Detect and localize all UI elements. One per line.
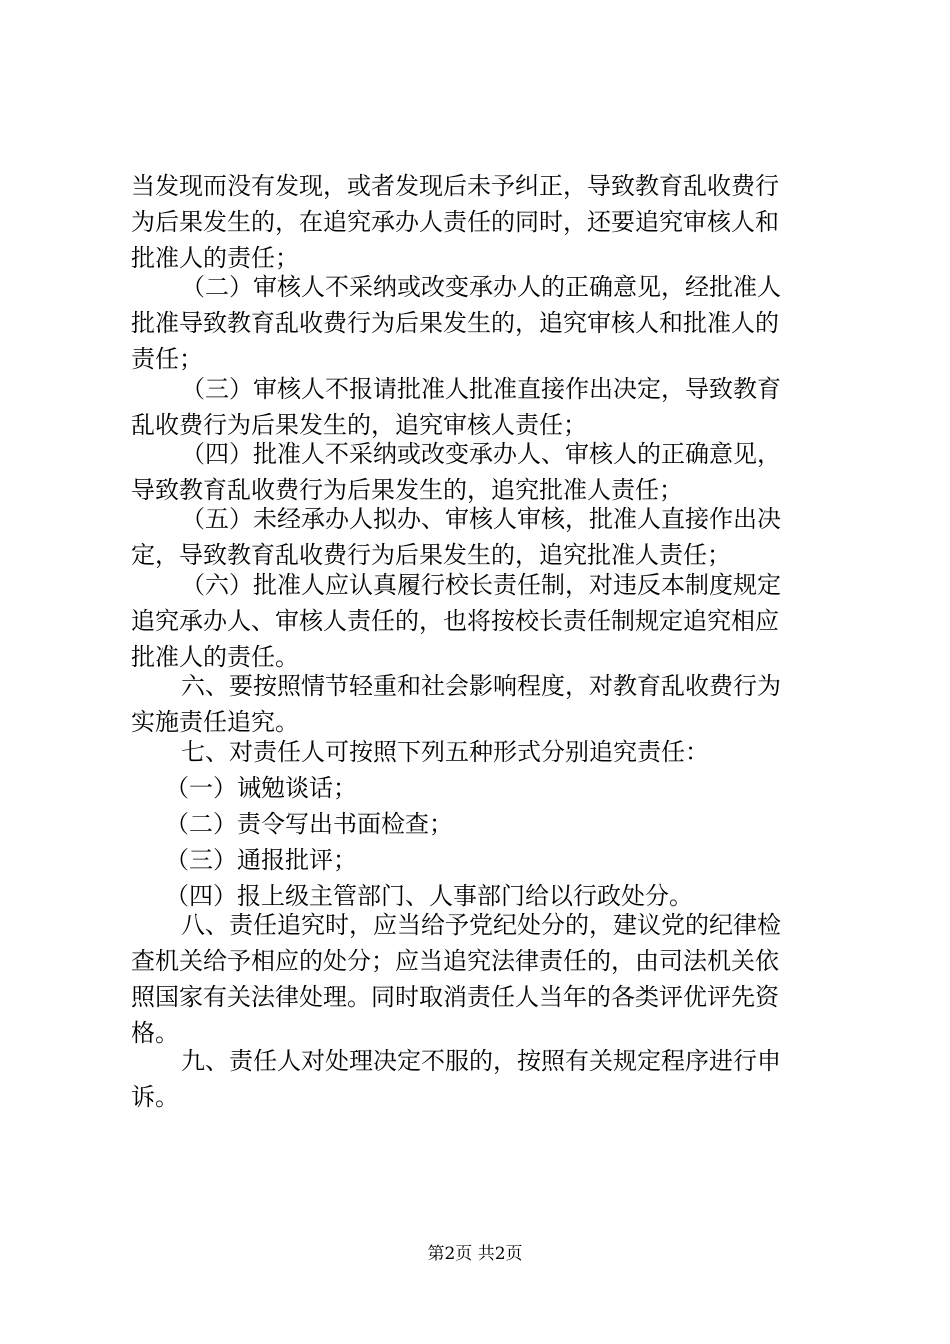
text-line: 八、责任追究时，应当给予党纪处分的，建议党的纪律检 bbox=[181, 911, 781, 939]
text-line: （三）审核人不报请批准人批准直接作出决定，导致教育 bbox=[181, 375, 781, 403]
text-line: （四）批准人不采纳或改变承办人、审核人的正确意见， bbox=[181, 440, 781, 468]
text-line: 当发现而没有发现，或者发现后未予纠正，导致教育乱收费行 bbox=[131, 172, 779, 200]
text-line: 批准人的责任。 bbox=[131, 643, 299, 671]
text-line: （五）未经承办人拟办、审核人审核，批准人直接作出决 bbox=[181, 505, 781, 533]
page-number-footer: 第2页 共2页 bbox=[427, 1244, 523, 1264]
text-line: （一）诫勉谈话； bbox=[165, 774, 357, 802]
text-line: 定，导致教育乱收费行为后果发生的，追究批准人责任； bbox=[131, 541, 731, 569]
text-line: 乱收费行为后果发生的，追究审核人责任； bbox=[131, 411, 587, 439]
text-line: （三）通报批评； bbox=[165, 846, 357, 874]
text-line: 实施责任追究。 bbox=[131, 708, 299, 736]
text-line: （二）审核人不采纳或改变承办人的正确意见，经批准人 bbox=[181, 273, 781, 301]
text-line: 照国家有关法律处理。同时取消责任人当年的各类评优评先资 bbox=[131, 983, 779, 1011]
text-line: 批准人的责任； bbox=[131, 244, 299, 272]
text-line: （六）批准人应认真履行校长责任制，对违反本制度规定 bbox=[181, 571, 781, 599]
text-line: 六、要按照情节轻重和社会影响程度，对教育乱收费行为 bbox=[181, 672, 781, 700]
text-line: 批准导致教育乱收费行为后果发生的，追究审核人和批准人的 bbox=[131, 309, 779, 337]
text-line: 诉。 bbox=[131, 1083, 179, 1111]
text-line: 查机关给予相应的处分；应当追究法律责任的，由司法机关依 bbox=[131, 947, 779, 975]
text-line: （四）报上级主管部门、人事部门给以行政处分。 bbox=[165, 882, 693, 910]
text-line: 责任； bbox=[131, 345, 203, 373]
text-line: 格。 bbox=[131, 1019, 179, 1047]
text-line: 为后果发生的，在追究承办人责任的同时，还要追究审核人和 bbox=[131, 208, 779, 236]
text-line: 导致教育乱收费行为后果发生的，追究批准人责任； bbox=[131, 476, 683, 504]
text-line: 七、对责任人可按照下列五种形式分别追究责任： bbox=[181, 738, 709, 766]
text-line: 九、责任人对处理决定不服的，按照有关规定程序进行申 bbox=[181, 1047, 781, 1075]
text-line: 追究承办人、审核人责任的，也将按校长责任制规定追究相应 bbox=[131, 607, 779, 635]
text-line: （二）责令写出书面检查； bbox=[165, 810, 453, 838]
